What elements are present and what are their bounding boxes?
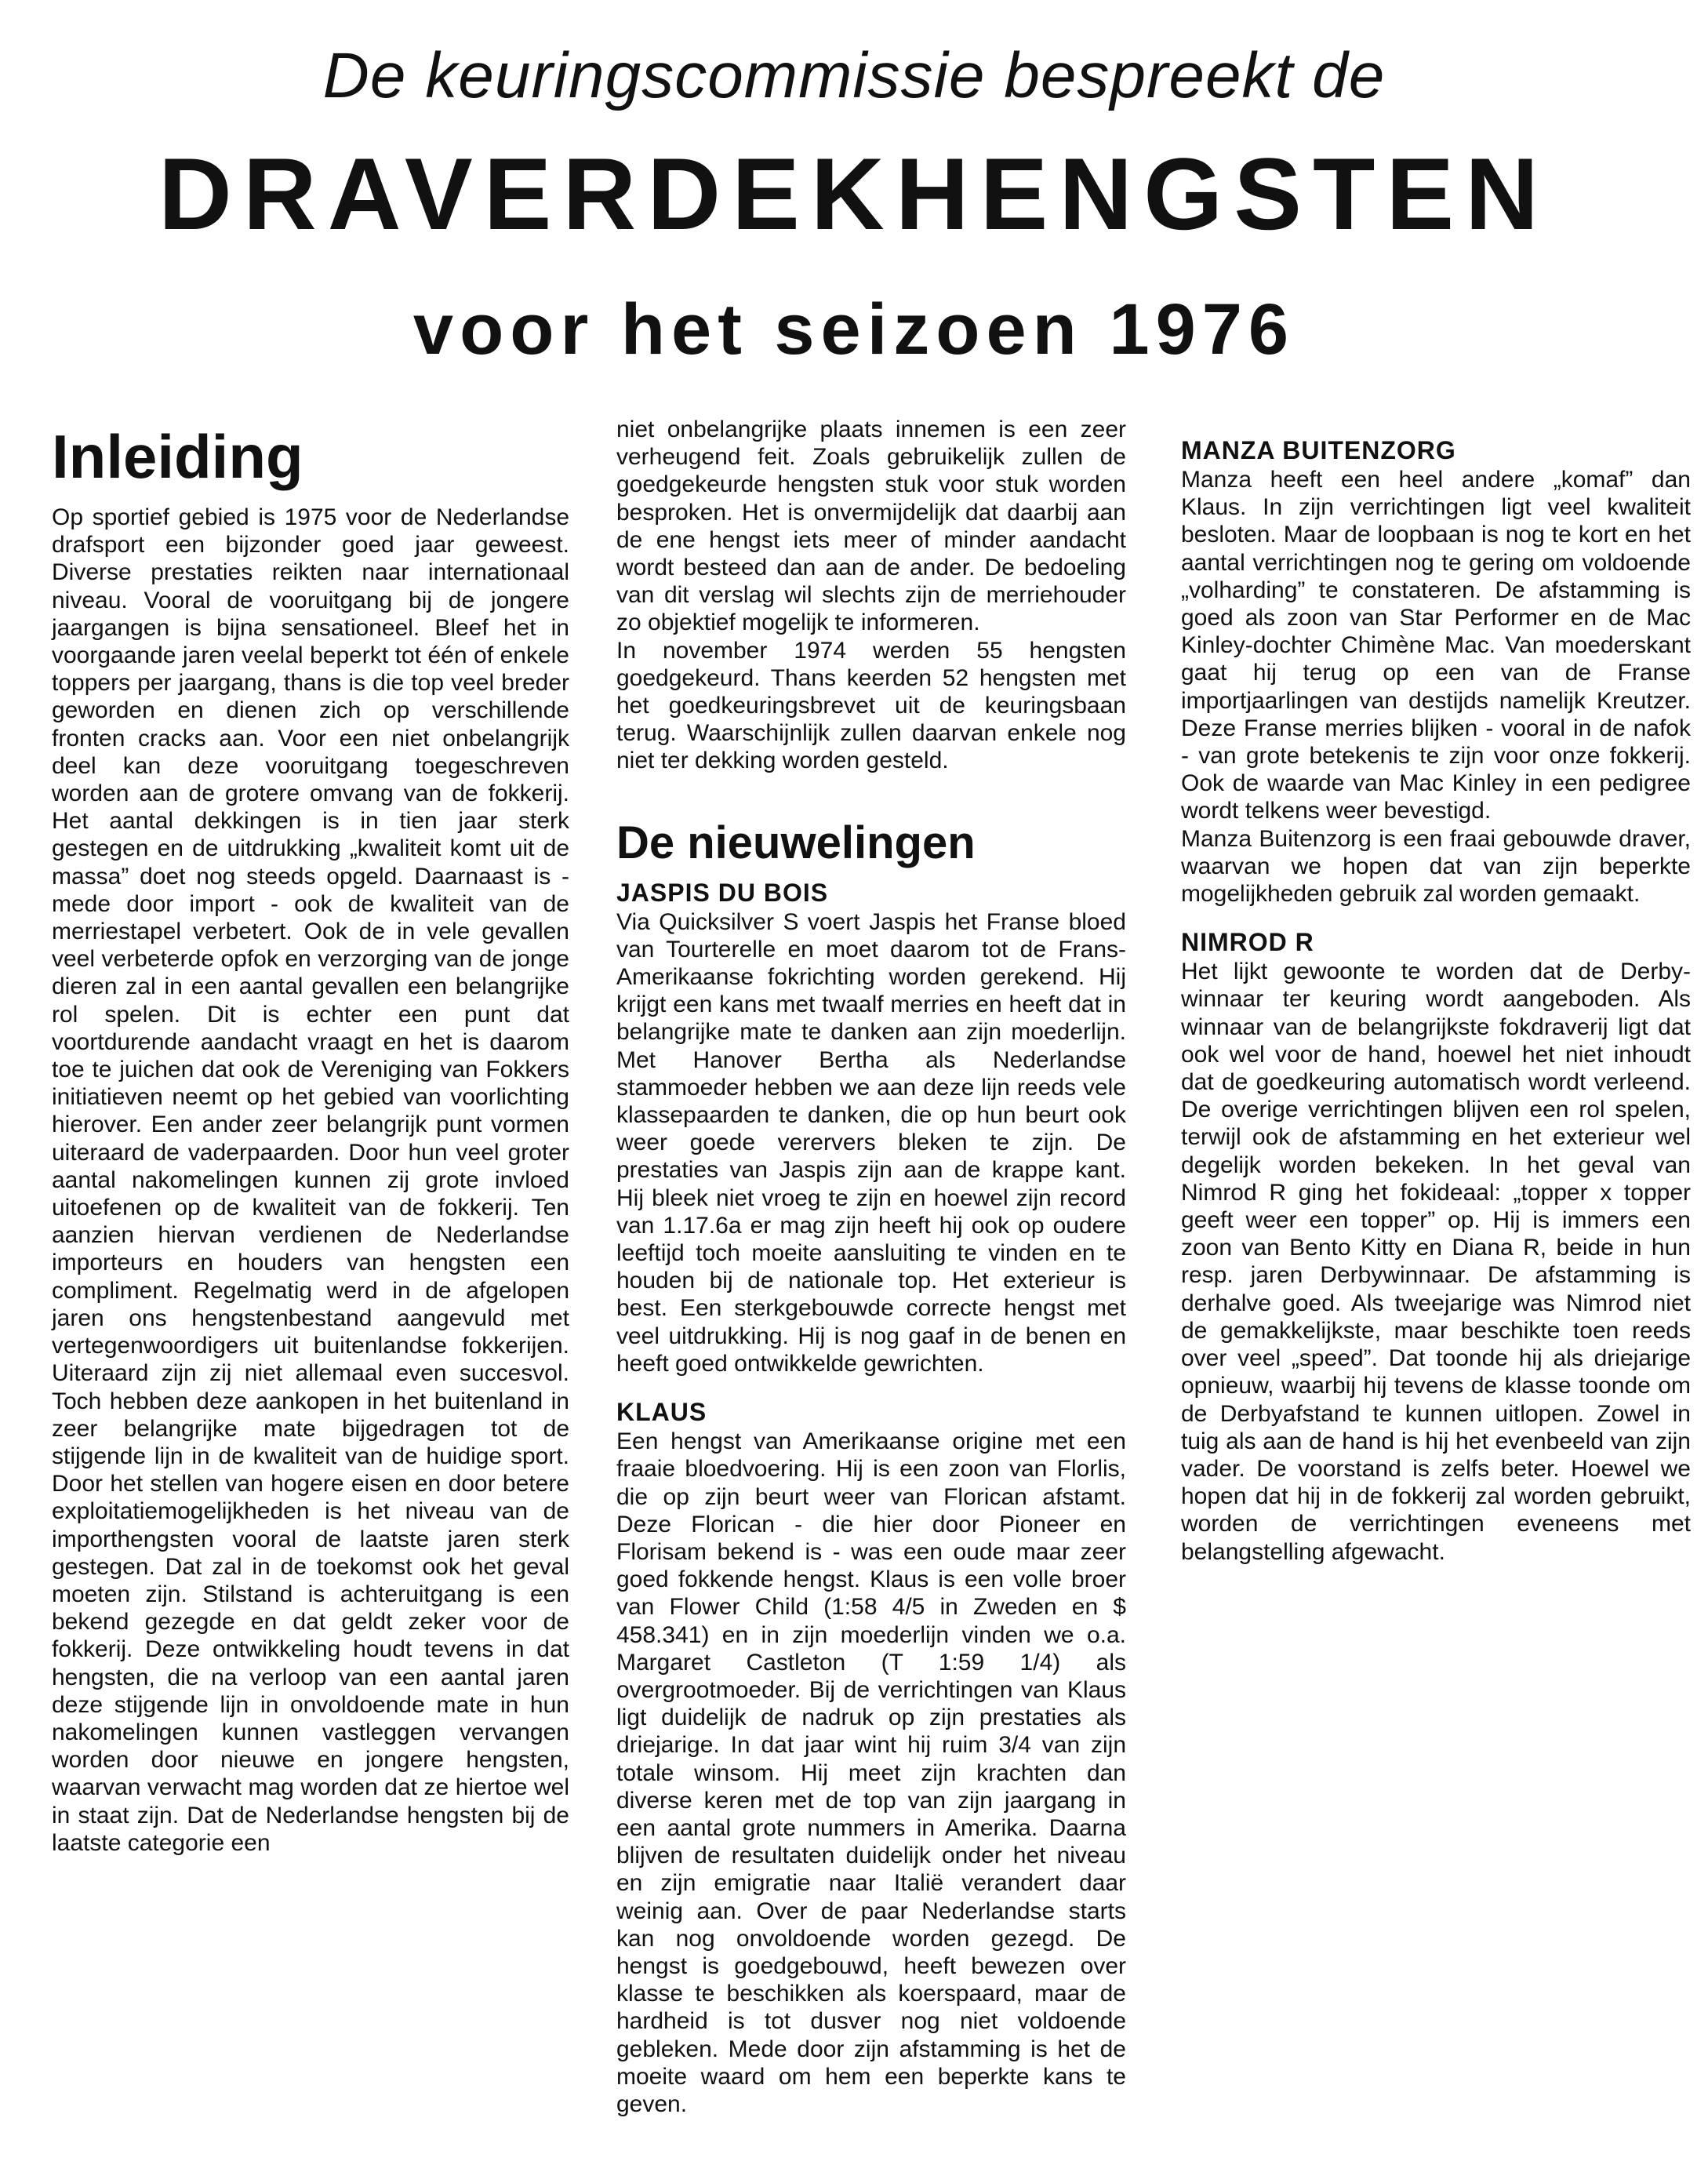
section-heading-inleiding: Inleiding — [52, 422, 303, 491]
article-headline: DRAVERDEKHENGSTEN — [158, 136, 1550, 251]
column-3 — [1181, 416, 1691, 1566]
inleiding-paragraph-1: Op sportief gebied is 1975 voor de Nederlandse drafsport een bijzonder goed jaar geweest. Diverse prestaties reikten naar internationaal niveau. Vooral de vooruitgang bij de jongere jaargangen is bijna sensationeel. Bleef het in voorgaande jaren veelal beperkt tot één of enkele toppers per jaargang, thans is die top veel breder geworden en dienen zich op verschillende fronten cracks aan. Voor een niet onbelangrijk deel kan deze vooruitgang toegeschreven worden aan de grotere omvang van de fokkerij. Het aantal dekkingen is in tien jaar sterk gestegen en de uitdrukking „kwaliteit komt uit de massa” doet nog steeds opgeld. Daarnaast is - mede door import - ook de kwaliteit van de merriestapel verbetert. Ook de in vele gevallen veel verbeterde opfok en verzorging van de jonge dieren zal in een aantal gevallen een belangrijke rol spelen. Dit is echter een punt dat voortdurende aandacht vraagt en het is daarom toe te juichen dat ook de Vereniging van Fokkers initiatieven neemt op het gebied van voorlichting hierover. Een ander zeer belangrijk punt vormen uiteraard de vaderpaarden. Door hun veel groter aantal nakomelingen kunnen zij grote invloed uitoefenen op de kwaliteit van de fokkerij. Ten aanzien hiervan verdienen de Nederlandse importeurs en houders van hengsten een compliment. Regelmatig werd in de afgelopen jaren ons hengstenbestand aangevuld met vertegenwoordigers uit buitenlandse fokkerijen. Uiteraard zijn zij niet allemaal even succesvol. Toch hebben deze aankopen in het buitenland in zeer belangrijke mate bijgedragen tot de stijgende lijn in de kwaliteit van de huidige sport. Door het stellen van hogere eisen en door betere exploitatiemogelijkheden is het niveau van de importhengsten vooral de laatste jaren sterk gestegen. Dat zal in de toekomst ook het geval moeten zijn. Stilstand is achteruitgang is een bekend gezegde en dat geldt zeker voor de fokkerij. Deze ontwikkeling houdt tevens in dat hengsten, die na verloop van een aantal jaren deze stijgende lijn in onvoldoende mate in hun nakomelingen kunnen vastleggen vervangen worden door nieuwe en jongere hengsten, waarvan verwacht mag worden dat ze hiertoe wel in staat zijn. Dat de Nederlandse hengsten bij de laatste categorie een — [52, 504, 569, 1856]
column-2 — [616, 416, 1126, 2118]
inleiding-paragraph-2: niet onbelangrijke plaats innemen is een zeer verheugend feit. Zoals gebruikelijk zullen de goedgekeurde hengsten stuk voor stuk worden besproken. Het is onvermijdelijk dat daarbij aan de ene hengst iets meer of minder aandacht wordt besteed dan aan de ander. De bedoeling van dit verslag wil slechts zijn de merriehouder zo objektief mogelijk te informeren. — [616, 417, 1126, 636]
horse-text-manza-buitenzorg-2: Manza Buitenzorg is een fraai gebouwde draver, waarvan we hopen dat van zijn beperkte mogelijkheden gebruik zal worden gemaakt. — [1181, 825, 1691, 908]
horse-name-manza-buitenzorg: MANZA BUITENZORG — [1181, 436, 1456, 464]
horse-name-jaspis-du-bois: JASPIS DU BOIS — [616, 878, 829, 907]
inleiding-paragraph-3: In november 1974 werden 55 hengsten goedgekeurd. Thans keerden 52 hengsten met het goedkeuringsbrevet uit de keuringsbaan terug. Waarschijnlijk zullen daarvan enkele nog niet ter dekking worden gesteld. — [616, 637, 1126, 774]
article-subheadline: voor het seizoen 1976 — [412, 289, 1296, 369]
horse-text-nimrod-r: Het lijkt gewoonte te worden dat de Derby-winnaar ter keuring wordt aangeboden. Als winnaar van de belangrijkste fokdraverij ligt dat ook wel voor de hand, hoewel het niet inhoudt dat de goedkeuring automatisch wordt verleend. De overige verrichtingen blijven een rol spelen, terwijl ook de afstamming en het exterieur wel degelijk worden bekeken. In het geval van Nimrod R ging het fokideaal: „topper x topper geeft weer een topper” op. Hij is immers een zoon van Bento Kitty en Diana R, beide in hun resp. jaren Derbywinnaar. De afstamming is derhalve goed. Als tweejarige was Nimrod niet de gemakkelijkste, maar beschikte toen reeds over veel „speed”. Dat toonde hij als driejarige opnieuw, waarbij hij tevens de klasse toonde om de Derbyafstand te kunnen uitlopen. Zowel in tuig als aan de hand is hij het evenbeeld van zijn vader. De voorstand is zelfs beter. Hoewel we hopen dat hij in de fokkerij zal worden gebruikt, worden de verrichtingen eveneens met belangstelling afgewacht. — [1181, 959, 1691, 1565]
article-kicker: De keuringscommissie bespreekt de — [322, 40, 1386, 111]
horse-text-klaus: Een hengst van Amerikaanse origine met een fraaie bloedvoering. Hij is een zoon van Florlis, die op zijn beurt weer van Florican afstamt. Deze Florican - die hier door Pioneer en Florisam bekend is - was een oude maar zeer goed fokkende hengst. Klaus is een volle broer van Flower Child (1:58 4/5 in Zweden en $ 458.341) en in zijn moederlijn vinden we o.a. Margaret Castleton (T 1:59 1/4) als overgrootmoeder. Bij de verrichtingen van Klaus ligt duidelijk de nadruk op zijn prestaties als driejarige. In dat jaar wint hij ruim 3/4 van zijn totale winsom. Hij meet zijn krachten dan diverse keren met de top van zijn jaargang in een aantal grote nummers in Amerika. Daarna blijven de resultaten duidelijk onder het niveau en zijn emigratie naar Italië verandert daar weinig aan. Over de paar Nederlandse starts kan nog onvoldoende worden gezegd. De hengst is goedgebouwd, heeft bewezen over klasse te beschikken als koerspaard, maar de hardheid is tot dusver nog niet voldoende gebleken. Mede door zijn afstamming is het de moeite waard om hem een beperkte kans te geven. — [616, 1428, 1126, 2117]
section-heading-nieuwelingen: De nieuwelingen — [616, 817, 976, 868]
horse-name-klaus: KLAUS — [616, 1398, 707, 1427]
horse-text-jaspis-du-bois: Via Quicksilver S voert Jaspis het Franse bloed van Tourterelle en moet daarom tot de Frans-Amerikaanse fokrichting worden gerekend. Hij krijgt een kans met twaalf merries en heeft dat in belangrijke mate te danken aan zijn moederlijn. Met Hanover Bertha als Nederlandse stammoeder hebben we aan deze lijn reeds vele klassepaarden te danken, die op hun beurt ook weer goede verervers bleken te zijn. De prestaties van Jaspis zijn aan de krappe kant. Hij bleek niet vroeg te zijn en hoewel zijn record van 1.17.6a er mag zijn heeft hij ook op oudere leeftijd toch moeite aansluiting te vinden en te houden bij de nationale top. Het exterieur is best. Een sterkgebouwde correcte hengst met veel uitdrukking. Hij is nog gaaf in de benen en heeft goed ontwikkelde gewrichten. — [616, 908, 1126, 1377]
column-1 — [52, 417, 569, 1857]
horse-name-nimrod-r: NIMROD R — [1181, 928, 1314, 957]
horse-text-manza-buitenzorg: Manza heeft een heel andere „komaf” dan Klaus. In zijn verrichtingen ligt veel kwaliteit besloten. Maar de loopbaan is nog te kort en het aantal verrichtingen nog te gering om voldoende „volharding” te constateren. De afstamming is goed als zoon van Star Performer en de Mac Kinley-dochter Chimène Mac. Van moederskant gaat hij terug op een van de Franse importjaarlingen van destijds namelijk Kreutzer. Deze Franse merries blijken - vooral in de nafok - van grote betekenis te zijn voor onze fokkerij. Ook de waarde van Mac Kinley in een pedigree wordt telkens weer bevestigd. — [1181, 467, 1691, 824]
